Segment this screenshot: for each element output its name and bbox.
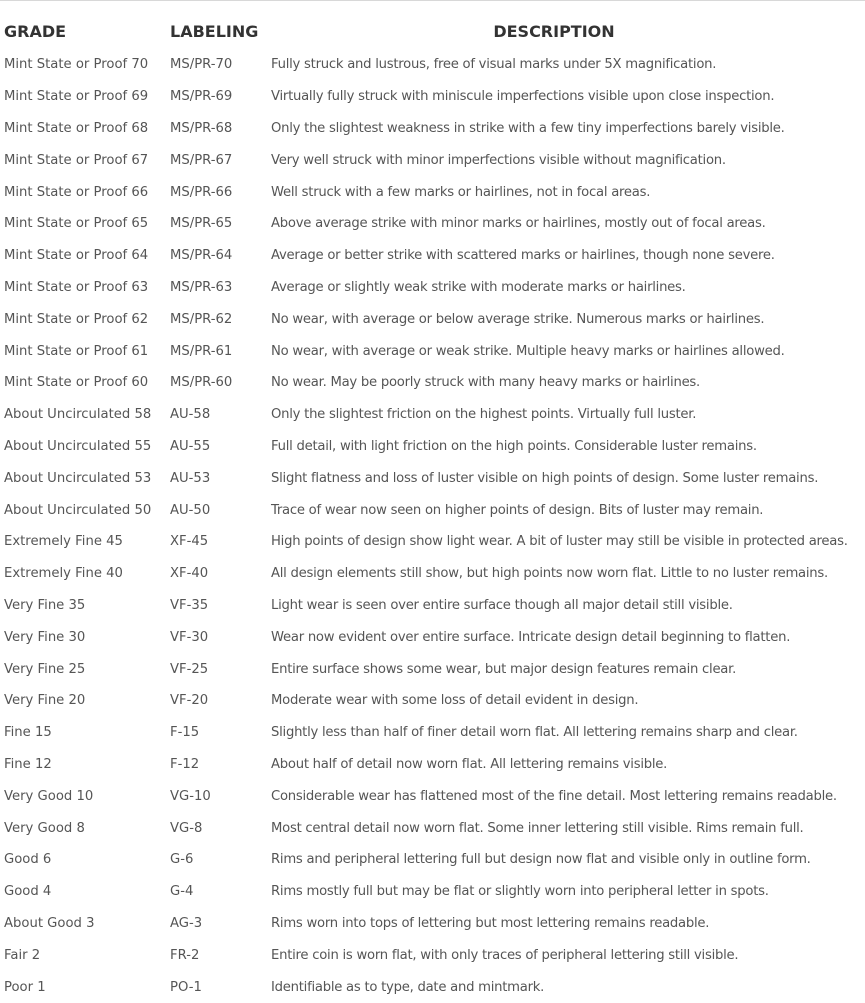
labeling-cell: MS/PR-62 [170,311,233,327]
labeling-cell: MS/PR-68 [170,120,233,136]
description-cell: Moderate wear with some loss of detail evident in design. [271,693,639,709]
labeling-cell: FR-2 [170,947,200,963]
labeling-cell: MS/PR-61 [170,343,233,359]
labeling-cell: AU-55 [170,438,211,454]
labeling-cell: MS/PR-66 [170,184,233,200]
table-row [0,144,865,176]
grade-cell: Mint State or Proof 68 [4,120,149,136]
grade-cell: Mint State or Proof 62 [4,311,149,327]
description-cell: Virtually fully struck with miniscule imperfections visible upon close inspection. [271,89,775,105]
description-cell: All design elements still show, but high points now worn flat. Little to no luster remains. [271,566,828,582]
description-cell: Slightly less than half of finer detail worn flat. All lettering remains sharp and clear. [271,725,798,741]
labeling-cell: MS/PR-69 [170,89,233,105]
table-row [0,113,865,145]
grade-cell: Fair 2 [4,947,41,963]
labeling-cell: MS/PR-60 [170,375,233,391]
header-description: DESCRIPTION [493,22,615,41]
labeling-cell: VF-25 [170,661,209,677]
description-cell: Average or better strike with scattered marks or hairlines, though none severe. [271,248,775,264]
table-row [0,908,865,940]
table-row [0,240,865,272]
grade-cell: About Uncirculated 55 [4,438,152,454]
labeling-cell: XF-40 [170,566,209,582]
grade-cell: Fine 15 [4,725,52,741]
table-row [0,939,865,971]
grade-cell: Fine 12 [4,756,52,772]
table-body [0,49,865,1003]
description-cell: Only the slightest friction on the highest points. Virtually full luster. [271,407,697,423]
table-row [0,49,865,81]
labeling-cell: AU-53 [170,470,211,486]
table-row [0,526,865,558]
table-row [0,431,865,463]
description-cell: Only the slightest weakness in strike with a few tiny imperfections barely visible. [271,120,785,136]
grade-cell: Extremely Fine 45 [4,534,123,550]
description-cell: Rims worn into tops of lettering but most lettering remains readable. [271,915,710,931]
labeling-cell: MS/PR-63 [170,279,233,295]
description-cell: Average or slightly weak strike with moderate marks or hairlines. [271,279,686,295]
grade-cell: Good 6 [4,852,52,868]
table-row [0,653,865,685]
description-cell: Fully struck and lustrous, free of visual marks under 5X magnification. [271,57,717,73]
table-row [0,876,865,908]
grade-cell: Very Fine 25 [4,661,86,677]
description-cell: Light wear is seen over entire surface though all major detail still visible. [271,597,733,613]
labeling-cell: MS/PR-67 [170,152,233,168]
description-cell: Identifiable as to type, date and mintmark. [271,979,545,995]
table-row [0,780,865,812]
grade-cell: Very Fine 20 [4,693,86,709]
table-row [0,749,865,781]
labeling-cell: AG-3 [170,915,203,931]
labeling-cell: VF-35 [170,597,209,613]
labeling-cell: AU-58 [170,407,211,423]
grade-cell: Very Good 10 [4,788,94,804]
labeling-cell: VG-8 [170,820,203,836]
labeling-cell: F-15 [170,725,200,741]
grade-cell: Extremely Fine 40 [4,566,123,582]
description-cell: No wear. May be poorly struck with many heavy marks or hairlines. [271,375,700,391]
grade-cell: Mint State or Proof 64 [4,248,149,264]
labeling-cell: MS/PR-64 [170,248,233,264]
table-row [0,176,865,208]
description-cell: Wear now evident over entire surface. Intricate design detail beginning to flatten. [271,629,791,645]
table-row [0,685,865,717]
grade-cell: About Uncirculated 53 [4,470,152,486]
description-cell: Entire coin is worn flat, with only traces of peripheral lettering still visible. [271,947,739,963]
grade-cell: Very Fine 30 [4,629,86,645]
grade-cell: Mint State or Proof 60 [4,375,149,391]
table-row [0,462,865,494]
coin-grading-table [0,14,865,1003]
grade-cell: About Uncirculated 50 [4,502,152,518]
table-row [0,558,865,590]
table-row [0,590,865,622]
table-row [0,717,865,749]
description-cell: Considerable wear has flattened most of the fine detail. Most lettering remains readable. [271,788,837,804]
labeling-cell: G-6 [170,852,194,868]
description-cell: No wear, with average or below average strike. Numerous marks or hairlines. [271,311,765,327]
table-row [0,494,865,526]
grade-cell: Very Fine 35 [4,597,86,613]
description-cell: Full detail, with light friction on the high points. Considerable luster remains. [271,438,757,454]
header-labeling: LABELING [170,22,259,41]
table-row [0,335,865,367]
labeling-cell: VF-30 [170,629,209,645]
grade-cell: Good 4 [4,884,52,900]
labeling-cell: PO-1 [170,979,202,995]
labeling-cell: VF-20 [170,693,209,709]
description-cell: Well struck with a few marks or hairlines, not in focal areas. [271,184,651,200]
grade-cell: Mint State or Proof 69 [4,89,149,105]
grade-cell: Poor 1 [4,979,46,995]
description-cell: Slight flatness and loss of luster visible on high points of design. Some luster remains. [271,470,819,486]
description-cell: No wear, with average or weak strike. Multiple heavy marks or hairlines allowed. [271,343,785,359]
table-row [0,971,865,1003]
grade-cell: Very Good 8 [4,820,85,836]
grade-cell: About Good 3 [4,915,95,931]
labeling-cell: XF-45 [170,534,209,550]
table-row [0,844,865,876]
top-divider [0,0,865,1]
description-cell: About half of detail now worn flat. All lettering remains visible. [271,756,668,772]
description-cell: Rims mostly full but may be flat or slightly worn into peripheral letter in spots. [271,884,769,900]
grade-cell: Mint State or Proof 63 [4,279,149,295]
description-cell: High points of design show light wear. A bit of luster may still be visible in protected areas. [271,534,848,550]
table-row [0,367,865,399]
grade-cell: About Uncirculated 58 [4,407,152,423]
grade-cell: Mint State or Proof 65 [4,216,149,232]
description-cell: Rims and peripheral lettering full but design now flat and visible only in outline form. [271,852,811,868]
table-header [0,14,865,49]
description-cell: Very well struck with minor imperfections visible without magnification. [271,152,726,168]
table-row [0,621,865,653]
labeling-cell: G-4 [170,884,194,900]
table-row [0,208,865,240]
table-row [0,399,865,431]
labeling-cell: VG-10 [170,788,211,804]
header-row [0,14,865,49]
description-cell: Above average strike with minor marks or hairlines, mostly out of focal areas. [271,216,766,232]
table-row [0,272,865,304]
grade-cell: Mint State or Proof 66 [4,184,149,200]
table-row [0,812,865,844]
description-cell: Most central detail now worn flat. Some inner lettering still visible. Rims remain full. [271,820,804,836]
labeling-cell: F-12 [170,756,200,772]
table-row [0,303,865,335]
grade-cell: Mint State or Proof 67 [4,152,149,168]
header-grade: GRADE [4,22,67,41]
labeling-cell: MS/PR-70 [170,57,233,73]
description-cell: Entire surface shows some wear, but major design features remain clear. [271,661,737,677]
description-cell: Trace of wear now seen on higher points of design. Bits of luster may remain. [271,502,764,518]
labeling-cell: MS/PR-65 [170,216,233,232]
grade-cell: Mint State or Proof 70 [4,57,149,73]
table-row [0,81,865,113]
grade-cell: Mint State or Proof 61 [4,343,149,359]
labeling-cell: AU-50 [170,502,211,518]
